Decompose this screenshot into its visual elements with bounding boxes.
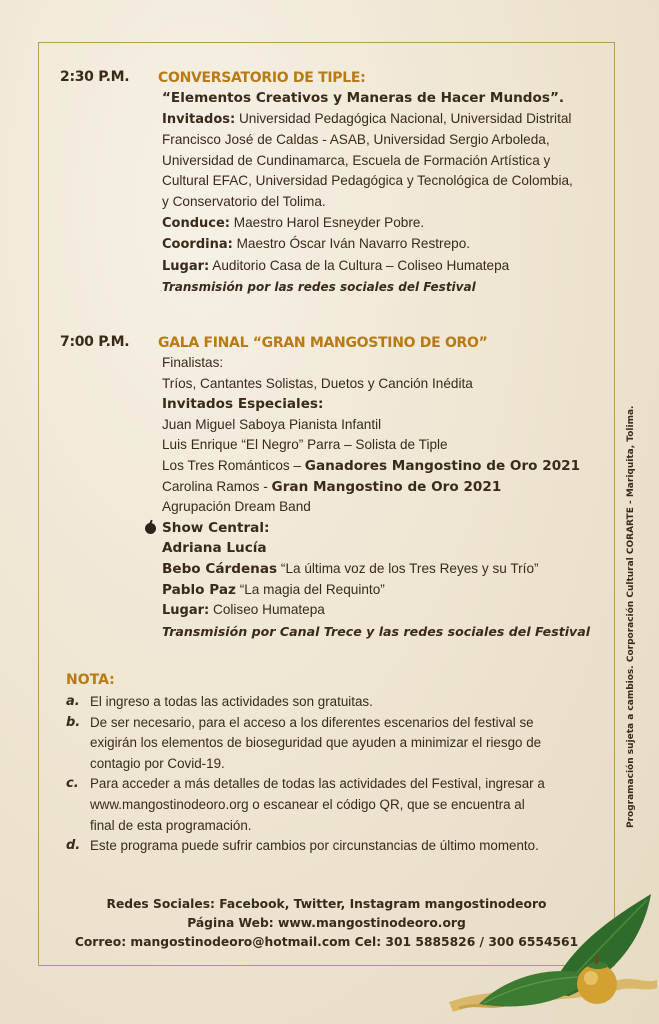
coordina-line: Coordina: Maestro Óscar Iván Navarro Restrepo. (162, 236, 471, 253)
event-heading: GALA FINAL “GRAN MANGOSTINO DE ORO” (158, 335, 488, 351)
transmision-line: Transmisión por Canal Trece y las redes sociales del Festival (162, 623, 591, 639)
lugar-line: Lugar: Auditorio Casa de la Cultura – Coliseo Humatepa (162, 257, 510, 274)
invitado-line: Luis Enrique “El Negro” Parra – Solista de Tiple (162, 437, 448, 453)
nota-item: c. Para acceder a más detalles de todas las actividades del Festival, ingresar a www.mangostinodeoro.org o escanear el código QR, que se encuentra al final de esta programación. (66, 776, 545, 833)
categorias-line: Tríos, Cantantes Solistas, Duetos y Canción Inédita (162, 375, 473, 391)
invitado-line: Carolina Ramos - Gran Mangostino de Oro 2021 (162, 478, 502, 495)
show-artist: Bebo Cárdenas “La última voz de los Tres Reyes y su Trío” (162, 560, 539, 577)
show-artist: Pablo Paz “La magia del Requinto” (162, 581, 385, 598)
side-note: Programación sujeta a cambios. Corporación Cultural CORARTE - Mariquita, Tolima. (626, 405, 636, 828)
event-body (162, 88, 649, 298)
invitados-line: Cultural EFAC, Universidad Pedagógica y Tecnológica de Colombia, (162, 173, 573, 189)
mangosteen-bullet-icon (145, 523, 156, 534)
event-time: 2:30 P.M. (60, 69, 130, 85)
nota-item: a. El ingreso a todas las actividades son gratuitas. (66, 694, 373, 709)
nota-item: d. Este programa puede sufrir cambios por circunstancias de último momento. (66, 838, 539, 854)
nota-list (66, 692, 606, 857)
correo-contacto: Correo: mangostinodeoro@hotmail.com Cel: 301 5885826 / 300 6554561 (74, 935, 579, 949)
pagina-web: Página Web: www.mangostinodeoro.org (187, 916, 466, 930)
nota-item: b. De ser necesario, para el acceso a los diferentes escenarios del festival se exigirán los elementos de bioseguridad que ayuden a minimizar el riesgo de contagio por Covid-19. (66, 714, 542, 771)
invitado-line: Los Tres Románticos – Ganadores Mangostino de Oro 2021 (162, 457, 581, 474)
invitado-line: Juan Miguel Saboya Pianista Infantil (162, 416, 382, 432)
conduce-line: Conduce: Maestro Harol Esneyder Pobre. (162, 214, 425, 231)
event-body (162, 353, 649, 642)
redes-sociales: Redes Sociales: Facebook, Twitter, Instagram mangostinodeoro (106, 897, 547, 911)
invitados-especiales-label: Invitados Especiales: (162, 396, 324, 413)
event-time: 7:00 P.M. (60, 334, 130, 350)
event-details (158, 69, 649, 298)
mangosteen-decoration-icon (419, 884, 659, 1024)
event-heading: CONVERSATORIO DE TIPLE: (158, 70, 366, 86)
lugar-line: Lugar: Coliseo Humatepa (162, 602, 325, 619)
invitados-line: Francisco José de Caldas - ASAB, Universidad Sergio Arboleda, (162, 132, 550, 148)
finalistas-label: Finalistas: (162, 355, 224, 370)
invitado-line: Agrupación Dream Band (162, 499, 311, 515)
show-central-label: Show Central: (162, 518, 649, 539)
invitados-line: Universidad de Cundinamarca, Escuela de Formación Artística y (162, 152, 551, 168)
show-artist: Adriana Lucía (162, 540, 267, 557)
invitados-line: y Conservatorio del Tolima. (162, 193, 326, 209)
event-subtitle: “Elementos Creativos y Maneras de Hacer Mundos”. (162, 90, 565, 106)
transmision-line: Transmisión por las redes sociales del Festival (162, 280, 476, 295)
nota-title: NOTA: (66, 672, 115, 688)
invitados-line: Invitados: Universidad Pedagógica Nacional, Universidad Distrital (162, 110, 572, 127)
event-details (158, 334, 649, 642)
